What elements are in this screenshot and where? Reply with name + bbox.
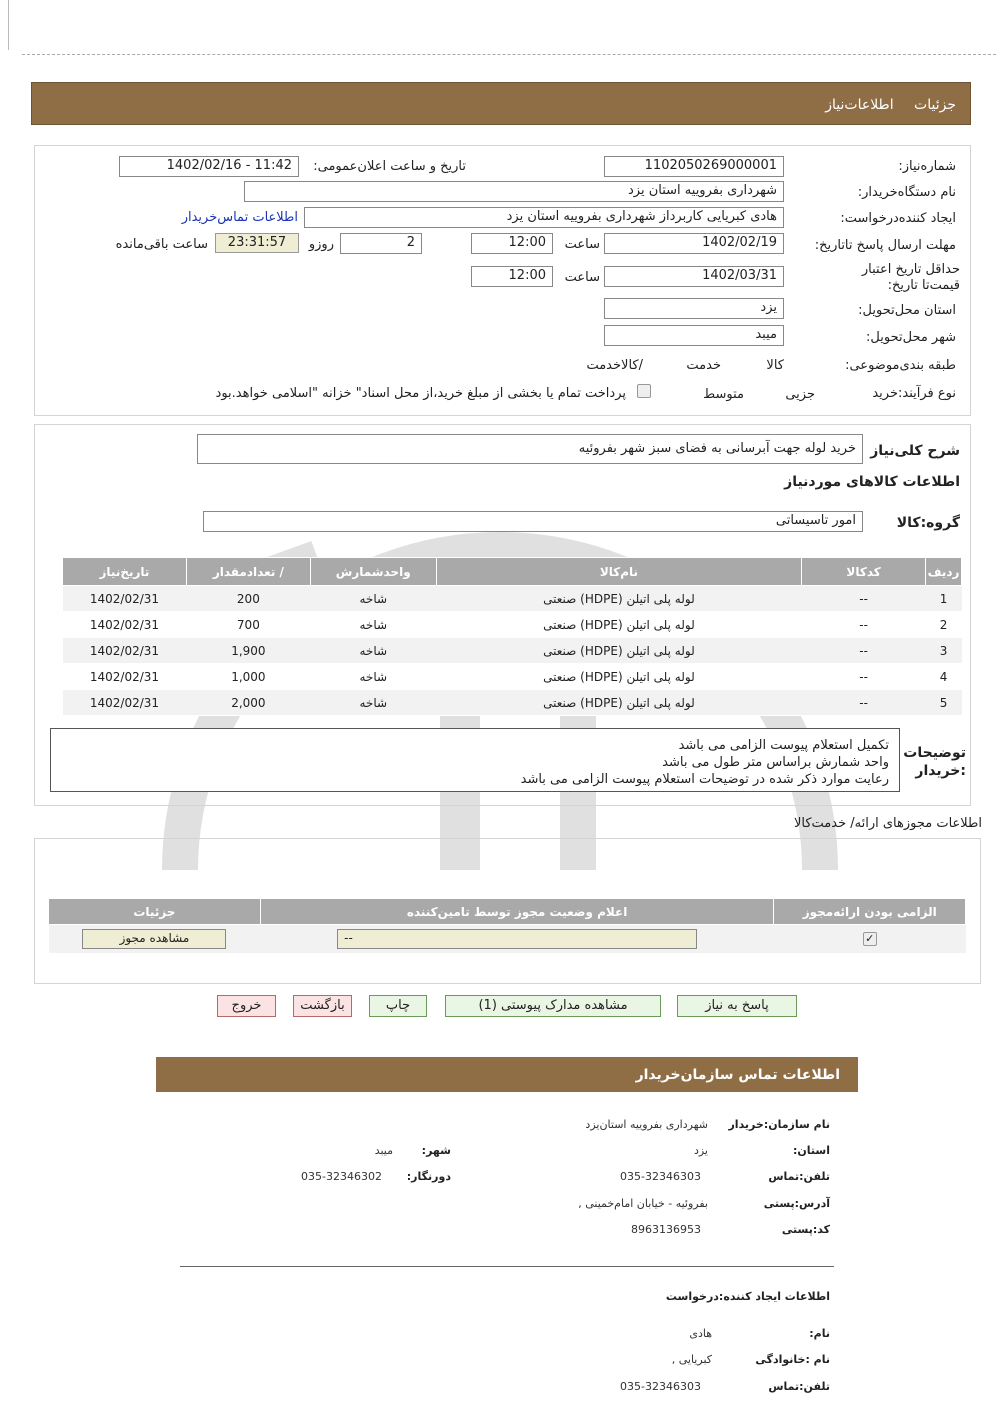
process-label: نوع فرآیند: [898, 386, 956, 401]
contact-city-value: میبد [374, 1144, 393, 1157]
contact-province-value: یزد [693, 1144, 708, 1157]
row-name: لوله پلی اتیلن (HDPE) صنعتی [436, 612, 801, 638]
creator-name-label: نام: [809, 1327, 830, 1340]
contact-section-bar [156, 1057, 858, 1092]
table-row [63, 612, 962, 638]
items-table-wrap [62, 557, 962, 716]
announce-date-field: 1402/02/16 - 11:42 [119, 156, 299, 177]
items-table-header [63, 558, 962, 586]
license-details-cell [49, 925, 261, 953]
view-license-button[interactable]: مشاهده مجوز [82, 929, 226, 949]
row-num: 1 [926, 586, 962, 612]
row-name: لوله پلی اتیلن (HDPE) صنعتی [436, 690, 801, 716]
postal-value: 8963136953 [631, 1223, 701, 1236]
remaining-time: 23:31:57 [215, 233, 299, 253]
row-date: 1402/02/31 [63, 664, 187, 690]
creator-name-value: هادی [689, 1327, 712, 1340]
license-status-cell [260, 925, 774, 953]
col-license-status: اعلام وضعیت مجوز توسط تامین‌کننده [260, 899, 774, 925]
buyer-contact-link[interactable]: اطلاعات تماس‌خریدار [181, 210, 298, 225]
col-license-details: جزئیات [49, 899, 261, 925]
license-required-checkbox[interactable]: ✓ [863, 932, 877, 946]
treasury-text: پرداخت تمام یا بخشی از مبلغ خرید،از محل اسناد" خزانه "اسلامی خواهد.بود [215, 386, 626, 401]
deadline-time-field: 12:00 [471, 233, 553, 254]
back-button[interactable]: بازگشت [293, 995, 352, 1017]
attachments-button[interactable]: مشاهده مدارک پیوستی (1) [445, 995, 661, 1017]
deadline-label: مهلت ارسال پاسخ تا‌تاریخ: [814, 238, 956, 253]
col-qty: / تعدادمقدار [186, 558, 310, 586]
row-qty: 700 [186, 612, 310, 638]
row-qty: 1,000 [186, 664, 310, 690]
category-goods-service-label: /کالاخدمت [586, 358, 643, 373]
license-status-field: -- [337, 929, 697, 949]
announce-date-label: تاریخ و ساعت اعلان‌عمومی: [313, 159, 466, 174]
row-unit: شاخه [310, 612, 436, 638]
fax-value: 035-32346302 [301, 1170, 382, 1183]
row-name: لوله پلی اتیلن (HDPE) صنعتی [436, 664, 801, 690]
col-name: نام‌کالا [436, 558, 801, 586]
goods-info-title: اطلاعات کالاهای موردنیاز [784, 474, 960, 490]
city-field: میبد [604, 325, 784, 346]
row-num: 2 [926, 612, 962, 638]
org-label: نام سازمان:خریدار [728, 1118, 830, 1131]
category-goods-label: کالا [766, 358, 784, 373]
breadcrumb-need-info[interactable]: اطلاعات‌نیاز [825, 97, 894, 113]
items-table [62, 557, 962, 716]
remaining-label: ساعت باقی‌مانده [115, 237, 208, 252]
days-label: روزو [308, 237, 334, 252]
summary-label: شرح کلی‌نیاز [870, 443, 960, 459]
city-label: شهر محل‌تحویل: [866, 330, 956, 345]
license-required-cell [774, 925, 966, 953]
breadcrumb-details[interactable]: جزئیات [914, 97, 956, 113]
deadline-time-label: ساعت [564, 237, 600, 252]
group-field: امور تاسیساتی [203, 511, 863, 532]
creator-label: ایجاد کننده‌درخواست: [840, 211, 956, 226]
creator-phone-label: تلفن:تماس [768, 1380, 830, 1393]
col-code: کدکالا [802, 558, 926, 586]
col-date: تاریخ‌نیاز [63, 558, 187, 586]
col-license-required: الزامی بودن ارائه‌مجوز [774, 899, 966, 925]
licenses-table-header [49, 899, 966, 925]
row-num: 5 [926, 690, 962, 716]
row-qty: 2,000 [186, 690, 310, 716]
page-header-bar [31, 82, 971, 125]
row-date: 1402/02/31 [63, 612, 187, 638]
validity-label: حداقل تاریخ اعتبار قیمت‌تا تاریخ: [861, 262, 960, 293]
row-unit: شاخه [310, 638, 436, 664]
summary-field: خرید لوله جهت آبرسانی به فضای سبز شهر بفروئیه [197, 434, 863, 464]
province-label: استان محل‌تحویل: [858, 303, 956, 318]
row-unit: شاخه [310, 664, 436, 690]
treasury-checkbox[interactable] [637, 384, 651, 398]
row-date: 1402/02/31 [63, 638, 187, 664]
category-service-label: خدمت [686, 358, 721, 373]
row-num: 3 [926, 638, 962, 664]
row-qty: 200 [186, 586, 310, 612]
row-code: -- [802, 664, 926, 690]
row-code: -- [802, 638, 926, 664]
need-number-field: 1102050269000001 [604, 156, 784, 177]
phone-value: 035-32346303 [620, 1170, 701, 1183]
validity-time-field: 12:00 [471, 266, 553, 287]
row-qty: 1,900 [186, 638, 310, 664]
table-row [63, 638, 962, 664]
org-value: شهرداری بفروییه استان‌یزد [585, 1118, 708, 1131]
licenses-table-wrap [48, 898, 966, 953]
province-field: یزد [604, 298, 784, 319]
fax-label: دورنگار: [406, 1170, 451, 1183]
validity-date-field: 1402/03/31 [604, 266, 784, 287]
reply-button[interactable]: پاسخ به نیاز [677, 995, 797, 1017]
row-code: -- [802, 612, 926, 638]
row-name: لوله پلی اتیلن (HDPE) صنعتی [436, 586, 801, 612]
col-row: ردیف [926, 558, 962, 586]
row-num: 4 [926, 664, 962, 690]
contact-city-label: شهر: [421, 1144, 451, 1157]
top-divider [22, 54, 996, 55]
table-row [63, 690, 962, 716]
print-button[interactable]: چاپ [369, 995, 427, 1017]
left-edge-line [8, 0, 9, 50]
phone-label: تلفن:تماس [768, 1170, 830, 1183]
row-unit: شاخه [310, 586, 436, 612]
row-code: -- [802, 586, 926, 612]
creator-family-value: کبریایی , [671, 1353, 712, 1366]
buyer-label: نام دستگاه‌خریدار: [857, 185, 956, 200]
process-minor-label: جزیی [785, 387, 815, 402]
need-number-label: شماره‌نیاز: [898, 159, 956, 174]
creator-info-title: اطلاعات ایجاد کننده:درخواست [665, 1290, 830, 1303]
row-date: 1402/02/31 [63, 586, 187, 612]
creator-field: هادی کبریایی کاربرداز شهرداری بفروییه استان یزد [304, 207, 784, 228]
process-medium-label: متوسط [703, 387, 744, 402]
col-unit: واحدشمارش [310, 558, 436, 586]
table-row [63, 664, 962, 690]
contact-province-label: استان: [793, 1144, 830, 1157]
address-label: آدرس:پستی [763, 1197, 830, 1210]
table-row [49, 925, 966, 953]
licenses-title: اطلاعات مجوزهای ارائه/ خدمت‌کالا [793, 816, 982, 831]
category-label: طبقه بندی‌موضوعی: [845, 358, 956, 373]
address-value: بفروئیه - خیابان امام‌خمینی , [578, 1197, 708, 1210]
table-row [63, 586, 962, 612]
process-buy-label: خرید [872, 386, 898, 401]
buyer-notes-box: تکمیل استعلام پیوست الزامی می باشد واحد شمارش براساس متر طول می باشد رعایت موارد ذکر شده در توضیحات استعلام پیوست الزامی می باشد [50, 728, 900, 792]
row-date: 1402/02/31 [63, 690, 187, 716]
deadline-date-field: 1402/02/19 [604, 233, 784, 254]
row-code: -- [802, 690, 926, 716]
group-label: گروه:کالا [896, 515, 960, 531]
contact-divider [180, 1266, 834, 1267]
exit-button[interactable]: خروج [217, 995, 276, 1017]
creator-family-label: نام :خانوادگی [755, 1353, 830, 1366]
licenses-table [48, 898, 966, 953]
row-unit: شاخه [310, 690, 436, 716]
days-field: 2 [340, 233, 422, 254]
row-name: لوله پلی اتیلن (HDPE) صنعتی [436, 638, 801, 664]
postal-label: کد:پستی [781, 1223, 830, 1236]
buyer-notes-label: توضیحات :خریدار [903, 745, 966, 779]
validity-time-label: ساعت [564, 270, 600, 285]
creator-phone-value: 035-32346303 [620, 1380, 701, 1393]
buyer-field: شهرداری بفروییه استان یزد [244, 181, 784, 202]
contact-section-title: اطلاعات تماس سازمان‌خریدار [635, 1067, 840, 1083]
